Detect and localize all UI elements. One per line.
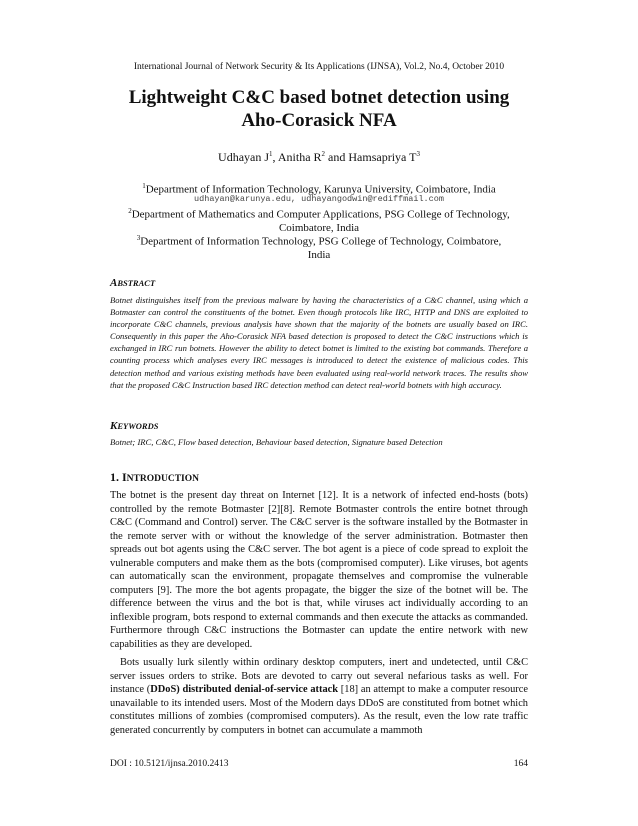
introduction-paragraph-2 <box>110 656 528 737</box>
affiliation-3-line-1: Department of Information Technology, PSG College of Technology, Coimbatore, <box>140 235 502 248</box>
introduction-paragraph-1-text: The botnet is the present day threat on Internet [12]. It is a network of infected end-hosts (bots) controlled by the remote Botmaster [2][8]. Remote Botmaster controls the entire botnet through C&C (Command and Control) server. The C&C server is the software installed by the Botmaster in the remote server with or without the knowledge of the server administration. Botmaster then spreads out bot agents using the C&C server. The bot agent is a piece of code spread to exploit the vulnerable computers and make them as the bots (compromised computer). Like viruses, bot agents can automatically scan the environment, propagate themselves and compromise the vulnerable computers [9]. The more the bot agents propagate, the bigger the size of the botnet will be. The difference between the virus and the bot is that, while viruses act individually according to an inflexible program, bots respond to external commands and then execute the attacks as commanded. Furthermore through C&C instructions the Botmaster can update the entire network with new capabilities as they are developed. <box>110 490 528 650</box>
paper-title <box>60 86 578 132</box>
author-2: Anitha R <box>277 150 322 164</box>
author-1: Udhayan J <box>218 150 270 164</box>
title-line-1: Lightweight C&C based botnet detection using <box>128 87 510 108</box>
keywords-heading-rest: EYWORDS <box>117 421 159 431</box>
introduction-heading <box>110 470 199 485</box>
author-2-sup: 2 <box>321 150 326 158</box>
author-1-sup: 1 <box>269 150 273 158</box>
introduction-paragraph-1 <box>110 489 528 651</box>
affiliation-2 <box>95 205 543 235</box>
abstract-text: Botnet distinguishes itself from the previous malware by having the characteristics of a C&C channel, using which a Botmaster can control the constituents of the botnet. Even though protocols like IRC, HTTP and DNS are exploited to incorporate C&C channels, previous analysis have shown that the majority of the botnets are usually based on IRC. Consequently in this paper the Aho-Corasick NFA based detection is proposed to detect the C&C instructions which is exchanged in IRC run botnets. However the ability to detect botnet is limited to the existing bot commands. Therefore a counting process which analyses every IRC messages is introduced to detect the existence of malicious codes. This detection method and various existing methods have been evaluated using real-world network traces. The results show that the proposed C&C Instruction based IRC detection method can detect real-world botnets with high accuracy. <box>110 295 528 390</box>
keywords-text: Botnet; IRC, C&C, Flow based detection, Behaviour based detection, Signature based Detection <box>110 437 443 447</box>
author-emails: udhayan@karunya.edu, udhayangodwin@rediffmail.com <box>194 194 444 204</box>
affiliation-2-sup: 2 <box>128 207 132 215</box>
keywords-heading-initial: K <box>110 420 118 432</box>
ddos-term: DDoS) distributed denial-of-service attack <box>150 684 339 695</box>
page-number: 164 <box>513 759 528 769</box>
doi-footer: DOI : 10.5121/ijnsa.2010.2413 <box>110 759 229 769</box>
affiliation-2-line-2: Coimbatore, India <box>278 221 360 234</box>
introduction-paragraph-2-end: [18] an attempt to make a computer resource unavailable to its intended users. Most of the Modern days DDoS are constituted from botnet which constitutes millions of zombies (compromised computers). As the result, even the low rate traffic generated concurrently by computers in botnet can accumulate a mammoth <box>110 684 528 736</box>
affiliation-3-line-2: India <box>307 248 331 261</box>
author-3: Hamsapriya T <box>348 150 417 164</box>
abstract-heading <box>110 277 155 289</box>
author-list <box>0 150 638 165</box>
introduction-heading-initial: I <box>122 470 127 484</box>
introduction-paragraph-2-start: Bots usually lurk silently within ordinary desktop computers, inert and undetected, until C&C server issues orders to strike. Bots are devoted to carry out several nefarious tasks as well. For instance ( <box>110 657 528 695</box>
title-line-2: Aho-Corasick NFA <box>241 110 397 131</box>
introduction-number: 1. <box>110 470 122 484</box>
affiliation-2-line-1: Department of Mathematics and Computer Applications, PSG College of Technology, <box>131 208 510 221</box>
affiliation-3 <box>95 232 543 262</box>
author-sep-1: , <box>272 150 278 164</box>
affiliation-3-sup: 3 <box>136 234 141 242</box>
journal-header: International Journal of Network Security & Its Applications (IJNSA), Vol.2, No.4, October 2010 <box>133 62 505 72</box>
affiliation-1-sup: 1 <box>142 182 146 190</box>
introduction-heading-rest: NTRODUCTION <box>126 474 199 484</box>
keywords-heading <box>110 420 158 432</box>
abstract-heading-rest: BSTRACT <box>117 278 156 288</box>
affiliation-1-text: Department of Information Technology, Karunya University, Coimbatore, India <box>145 183 496 196</box>
abstract-heading-initial: A <box>110 277 118 289</box>
author-sep-2: and <box>325 150 349 164</box>
author-3-sup: 3 <box>416 150 420 158</box>
